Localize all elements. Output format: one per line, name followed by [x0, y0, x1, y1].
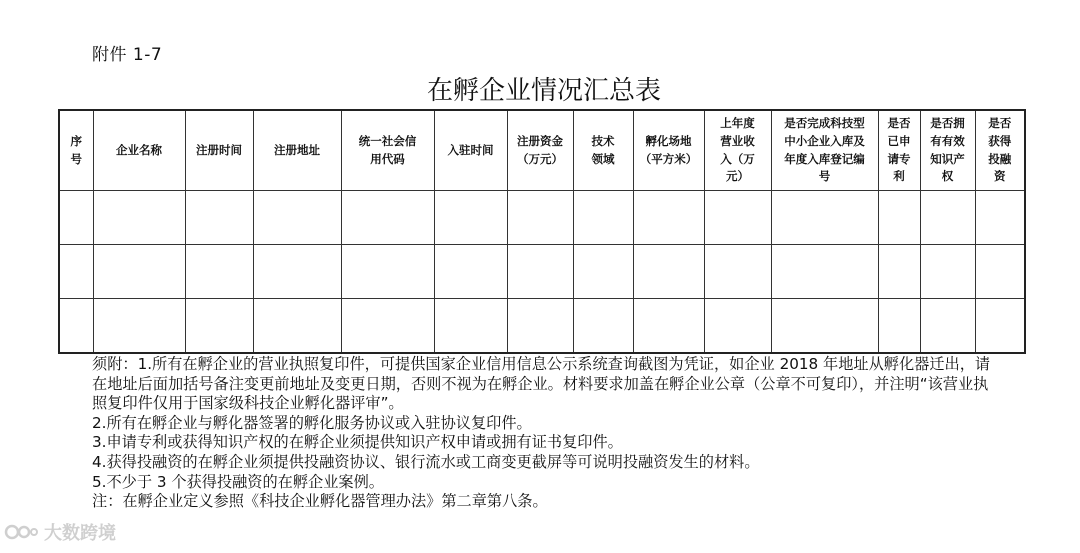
table-cell — [341, 191, 434, 245]
table-cell — [704, 191, 771, 245]
table-cell — [633, 299, 704, 354]
col-header-register-date: 注册时间 — [185, 110, 253, 191]
col-header-index: 序号 — [59, 110, 93, 191]
table-cell — [93, 299, 185, 354]
table-cell — [93, 191, 185, 245]
watermark-text: 大数跨境 — [44, 523, 116, 544]
summary-table — [58, 109, 1026, 354]
table-cell — [920, 245, 975, 299]
table-cell — [975, 299, 1025, 354]
note-item-1: 须附：1.所有在孵企业的营业执照复印件，可提供国家企业信用信息公示系统查询截图为凭证，如企业 2018 年地址从孵化器迁出，请在地址后面加括号备注变更前地址及变更日期，否则不视为在孵企业。材料要求加盖在孵企业公章（公章不可复印），并注明“该营业执照复印件仅用于国家级科技企业孵化器评审”。 — [92, 355, 991, 413]
table-cell — [253, 299, 341, 354]
table-cell — [185, 191, 253, 245]
table-cell — [878, 299, 920, 354]
watermark-logo-icon — [4, 521, 40, 543]
table-cell — [771, 245, 878, 299]
note-item-5: 5.不少于 3 个获得投融资的在孵企业案例。 — [92, 472, 384, 491]
table-cell — [975, 245, 1025, 299]
col-header-tech-field: 技术领域 — [573, 110, 633, 191]
attachment-label: 附件 1-7 — [92, 45, 163, 65]
table-cell — [573, 299, 633, 354]
table-row — [59, 245, 1025, 299]
table-cell — [434, 245, 507, 299]
table-title: 在孵企业情况汇总表 — [426, 76, 661, 106]
col-header-financing: 是否获得投融资 — [975, 110, 1025, 191]
table-row — [59, 299, 1025, 354]
table-cell — [704, 299, 771, 354]
table-cell — [59, 245, 93, 299]
table-cell — [507, 191, 573, 245]
table-cell — [920, 191, 975, 245]
table-cell — [771, 299, 878, 354]
col-header-patent: 是否已申请专利 — [878, 110, 920, 191]
col-header-registered-capital: 注册资金（万元） — [507, 110, 573, 191]
note-item-3: 3.申请专利或获得知识产权的在孵企业须提供知识产权申请或拥有证书复印件。 — [92, 433, 623, 452]
table-cell — [59, 191, 93, 245]
table-cell — [633, 245, 704, 299]
table-header-row — [59, 110, 1025, 191]
col-header-register-address: 注册地址 — [253, 110, 341, 191]
table-cell — [185, 299, 253, 354]
col-header-sme-registration: 是否完成科技型中小企业入库及年度入库登记编号 — [771, 110, 878, 191]
watermark — [4, 519, 116, 545]
table-cell — [507, 245, 573, 299]
col-header-ip: 是否拥有有效知识产权 — [920, 110, 975, 191]
table-cell — [253, 191, 341, 245]
table-row — [59, 191, 1025, 245]
table-cell — [878, 191, 920, 245]
table-cell — [704, 245, 771, 299]
table-cell — [878, 245, 920, 299]
col-header-company-name: 企业名称 — [93, 110, 185, 191]
col-header-revenue: 上年度营业收入（万元） — [704, 110, 771, 191]
table-cell — [434, 191, 507, 245]
table-cell — [253, 245, 341, 299]
note-item-2: 2.所有在孵企业与孵化器签署的孵化服务协议或入驻协议复印件。 — [92, 413, 532, 432]
table-cell — [59, 299, 93, 354]
col-header-credit-code: 统一社会信用代码 — [341, 110, 434, 191]
col-header-entry-date: 入驻时间 — [434, 110, 507, 191]
table-cell — [573, 191, 633, 245]
note-definition: 注：在孵企业定义参照《科技企业孵化器管理办法》第二章第八条。 — [92, 492, 548, 511]
table-cell — [341, 245, 434, 299]
col-header-incubation-area: 孵化场地（平方米） — [633, 110, 704, 191]
table-cell — [507, 299, 573, 354]
table-cell — [771, 191, 878, 245]
table-cell — [920, 299, 975, 354]
table-cell — [633, 191, 704, 245]
table-cell — [185, 245, 253, 299]
note-item-4: 4.获得投融资的在孵企业须提供投融资协议、银行流水或工商变更截屏等可说明投融资发生的材料。 — [92, 452, 760, 471]
table-cell — [341, 299, 434, 354]
table-cell — [93, 245, 185, 299]
table-cell — [434, 299, 507, 354]
table-cell — [975, 191, 1025, 245]
table-cell — [573, 245, 633, 299]
notes-section — [92, 355, 997, 512]
